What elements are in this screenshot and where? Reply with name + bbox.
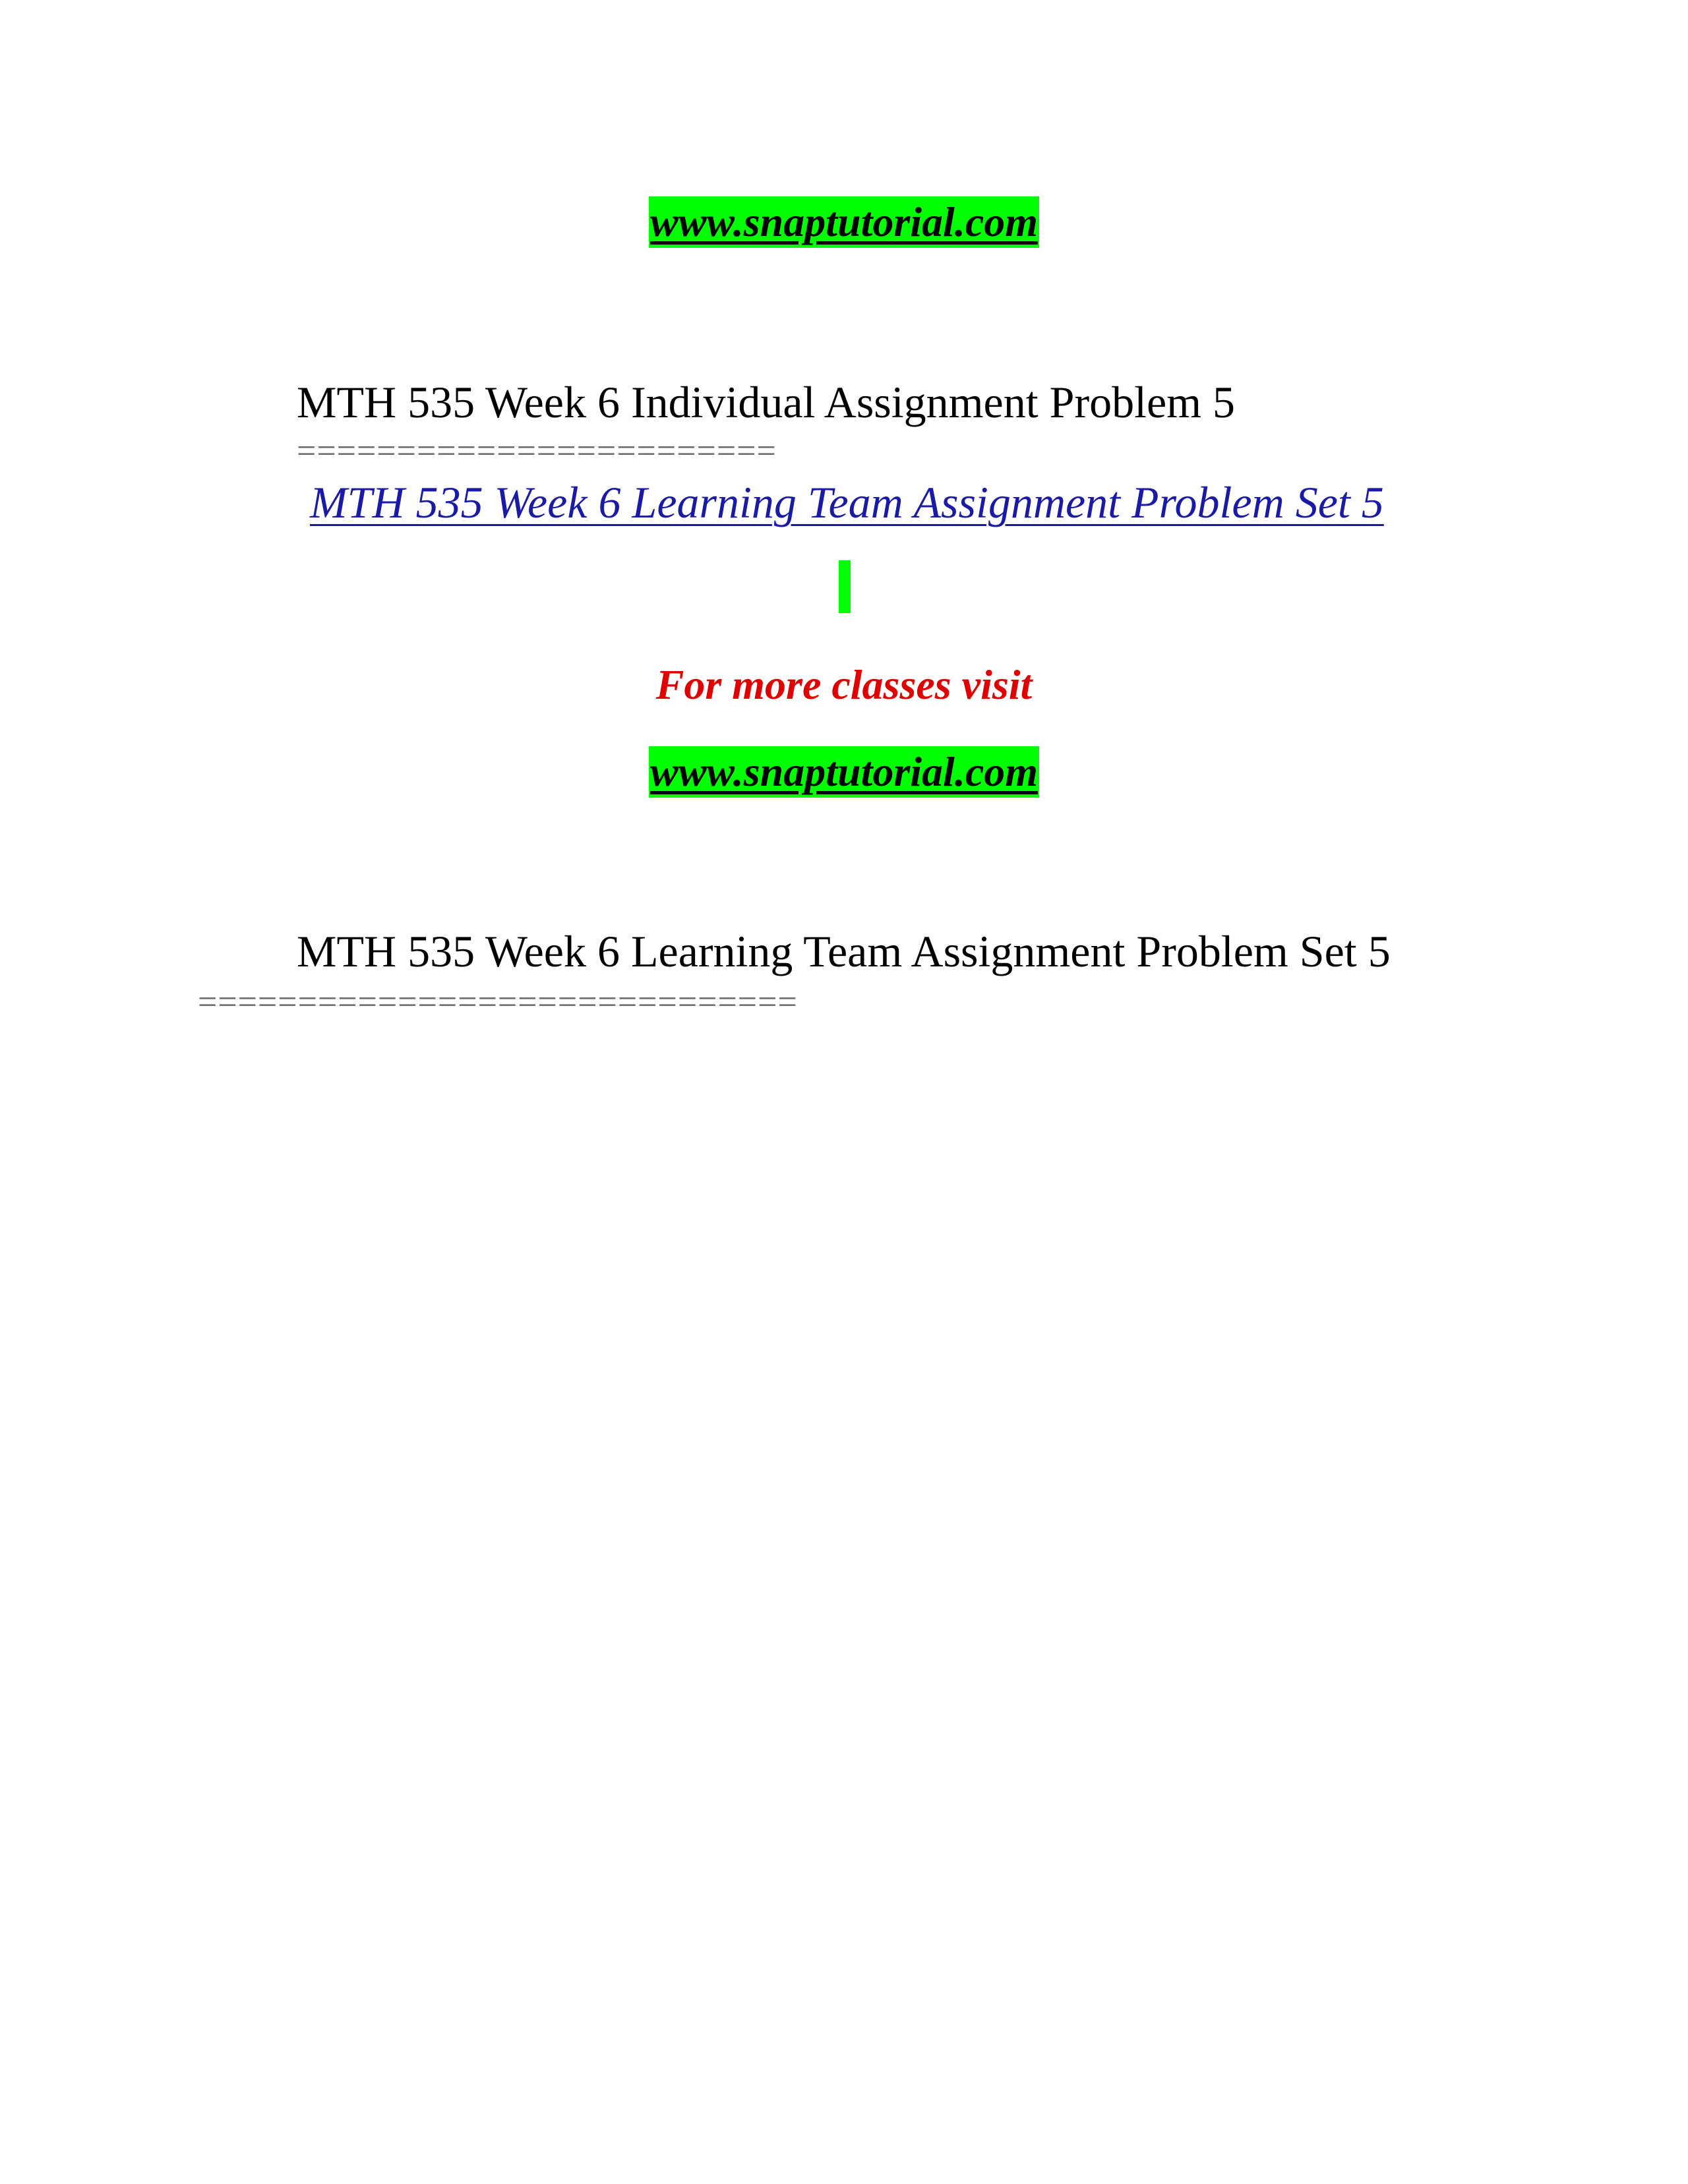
visit-text-line [0,659,1688,711]
related-assignment-link[interactable]: MTH 535 Week 6 Learning Team Assignment Problem Set 5 [310,477,1384,527]
promo-site-link-line [0,746,1688,798]
top-site-link-line [0,196,1688,248]
second-assignment-separator: ============================== [198,984,798,1021]
green-highlight-bar [839,560,851,613]
promo-site-link[interactable]: www.snaptutorial.com [649,746,1039,798]
assignment-title: MTH 535 Week 6 Individual Assignment Problem 5 [297,377,1236,427]
visit-text: For more classes visit [655,661,1033,708]
second-assignment-title: MTH 535 Week 6 Learning Team Assignment Problem Set 5 [297,926,1391,976]
top-site-link[interactable]: www.snaptutorial.com [649,196,1039,248]
assignment-separator: ======================== [297,432,777,470]
